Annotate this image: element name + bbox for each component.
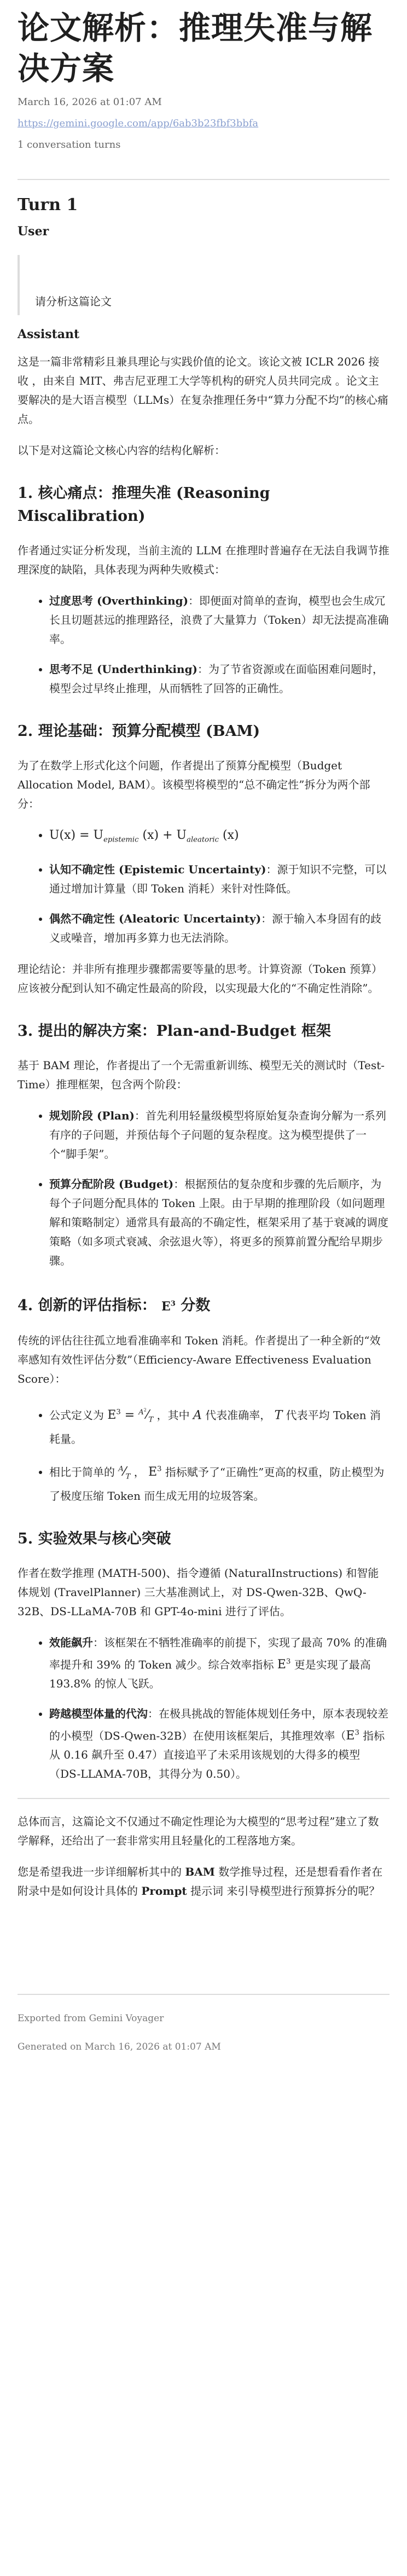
- intro-paragraph-2: 以下是对这篇论文核心内容的结构化解析：: [18, 444, 225, 457]
- section-heading-2: 2. 理论基础：预算分配模型 (BAM): [18, 723, 260, 740]
- list-item-text: ：在极具挑战的智能体规划任务中，原本表现较差的小模型（DS-Qwen-32B）在使用该框架后，其推理效率（: [49, 1707, 388, 1743]
- list-item: [49, 1460, 389, 1506]
- list-item-text: 相比于简单的: [49, 1465, 119, 1479]
- followup-text: 您是希望我进一步详细解析其中的: [18, 1865, 185, 1879]
- list-item: [49, 1106, 389, 1164]
- section-5-paragraph: 作者在数学推理 (MATH-500)、指令遵循 (NaturalInstructions) 和智能体规划 (TravelPlanner) 三大基准测试上，对 DS-Qwen-32B、QwQ-32B、DS-LLaMA-70B 和 GPT-4o-mini 进行了评估。: [18, 1566, 379, 1618]
- section-heading-5: 5. 实验效果与核心突破: [18, 1530, 171, 1547]
- user-role-label: User: [18, 224, 49, 239]
- turn-heading: Turn 1: [18, 195, 78, 214]
- list-item-bold: 思考不足 (Underthinking): [49, 663, 198, 676]
- formula-subscript: aleatoric: [187, 836, 219, 844]
- section-2-conclusion: 理论结论：并非所有推理步骤都需要等量的思考。计算资源（Token 预算）应该被分配到认知不确定性最高的阶段，以实现最大化的“不确定性消除”。: [18, 962, 383, 995]
- list-item: [49, 1704, 389, 1784]
- formula-subscript: epistemic: [103, 836, 139, 844]
- e3-metric: $E^3$: [346, 1728, 359, 1743]
- list-item-text: ：该框架在不牺牲准确率的前提下，实现了最高 70% 的准确率提升和 39% 的 Token 减少。综合效率指标: [49, 1635, 387, 1671]
- section-3-paragraph: 基于 BAM 理论，作者提出了一个无需重新训练、模型无关的测试时（Test-Time）推理框架，包含两个阶段：: [18, 1059, 385, 1092]
- section-heading-4: [18, 1292, 389, 1318]
- section-heading-4-text: 4. 创新的评估指标：: [18, 1297, 156, 1314]
- list-item: [49, 660, 389, 698]
- list-item-text: ：即便面对简单的查询，模型也会生成冗长且切题甚远的推理路径，浪费了大量算力（Token）却无法提高准确率。: [49, 594, 389, 646]
- list-item-text: ：源于知识不完整，可以通过增加计算量（即 Token 消耗）来针对性降低。: [49, 863, 387, 896]
- e3-formula: $E^3$ = $^{A^2}⁄_T$: [107, 1407, 154, 1424]
- list-item-text: ：根据预估的复杂度和步骤的先后顺序，为每个子问题分配具体的 Token 上限。由于早期的推理阶段（如问题理解和策略制定）通常具有最高的不确定性，框架采用了基于衰减的调度策略（如多项式衰减、余弦退火等），将更多的预算前置分配给早期步骤。: [49, 1177, 388, 1268]
- divider: [18, 179, 389, 180]
- formula-part: U: [93, 828, 104, 842]
- formula-item: [49, 826, 389, 849]
- generated-on: Generated on March 16, 2026 at 01:07 AM: [18, 2041, 221, 2053]
- list-item-text: 代表准确率，: [205, 1408, 271, 1422]
- list-item-text: 代表平均 Token 消耗量。: [49, 1408, 381, 1446]
- list-item: [49, 591, 389, 649]
- list-item-bold: 预算分配阶段 (Budget): [49, 1177, 174, 1191]
- list-item-text: 指标赋予了“正确性”更高的权重，防止模型为了极度压缩 Token 而生成无用的垃圾答案。: [49, 1465, 385, 1502]
- summary-paragraph: 总体而言，这篇论文不仅通过不确定性理论为大模型的“思考过程”建立了数学解释，还给出了一套非常实用且轻量化的工程落地方案。: [18, 1815, 379, 1848]
- list-item: [49, 1633, 389, 1693]
- formula-part: U: [176, 828, 187, 842]
- turn-count: 1 conversation turns: [18, 139, 121, 150]
- followup-text: 数学推导过程，还是想看看作者在附录中是如何设计具体的: [18, 1865, 383, 1898]
- list-item-bold: 认知不确定性 (Epistemic Uncertainty): [49, 863, 266, 877]
- e3-metric: $E^3$: [148, 1465, 162, 1480]
- section-1-list: [18, 591, 389, 698]
- metric-symbol: E: [161, 1299, 171, 1314]
- footer: [18, 1994, 389, 2054]
- followup-paragraph: [18, 1863, 389, 1901]
- intro-paragraph: 这是一篇非常精彩且兼具理论与实践价值的论文。该论文被 ICLR 2026 接收 ，由来自 MIT、弗吉尼亚理工大学等机构的研究人员共同完成 。论文主要解决的是大语言模型（LLMs）在复杂推理任务中“算力分配不均”的核心痛点。: [18, 355, 388, 426]
- list-item-text: 更是实现了最高 193.8% 的惊人飞跃。: [49, 1657, 371, 1690]
- e3-metric: $E^3$: [277, 1657, 291, 1672]
- section-3-list: [18, 1106, 389, 1270]
- list-item-bold: 偶然不确定性 (Aleatoric Uncertainty): [49, 912, 261, 926]
- section-5-list: [18, 1633, 389, 1784]
- list-item: [49, 909, 389, 948]
- list-item-bold: 跨越模型体量的代沟: [49, 1707, 148, 1720]
- list-item-text: ：源于输入本身固有的歧义或噪音，增加再多算力也无法消除。: [49, 912, 382, 945]
- list-item: [49, 1401, 389, 1449]
- formula-part: U(x) =: [49, 828, 90, 842]
- followup-bold: Prompt: [141, 1884, 187, 1898]
- followup-text: 提示词 来引导模型进行预算拆分的呢？: [187, 1884, 380, 1898]
- list-item-text: ：为了节省资源或在面临困难问题时，模型会过早终止推理，从而牺牲了回答的正确性。: [49, 663, 384, 695]
- section-heading-1: 1. 核心痛点：推理失准 (Reasoning Miscalibration): [18, 485, 270, 525]
- section-1-paragraph: 作者通过实证分析发现，当前主流的 LLM 在推理时普遍存在无法自我调节推理深度的缺陷，具体表现为两种失败模式：: [18, 544, 389, 576]
- list-item: [49, 860, 389, 898]
- list-item-text: ，其中: [156, 1408, 193, 1422]
- followup-bold: BAM: [185, 1865, 215, 1879]
- section-4-list: [18, 1401, 389, 1506]
- section-2-list: [18, 826, 389, 948]
- variable-t: T: [274, 1408, 283, 1423]
- list-item-text: ：首先利用轻量级模型将原始复杂查询分解为一系列有序的子问题，并预估每个子问题的复杂程度。这为模型提供了一个“脚手架”。: [49, 1109, 387, 1161]
- metric-superscript: 3: [170, 1299, 176, 1308]
- section-heading-3: 3. 提出的解决方案：Plan-and-Budget 框架: [18, 1023, 331, 1040]
- assistant-role-label: Assistant: [18, 327, 80, 341]
- exported-from: Exported from Gemini Voyager: [18, 2013, 164, 2024]
- list-item-text: ，: [133, 1465, 145, 1479]
- section-heading-4-end: 分数: [175, 1297, 211, 1314]
- section-2-paragraph: 为了在数学上形式化这个问题，作者提出了预算分配模型（Budget Allocation Model, BAM）。该模型将模型的“总不确定性”拆分为两个部分：: [18, 759, 370, 810]
- uncertainty-formula: [49, 828, 239, 842]
- section-4-paragraph: 传统的评估往往孤立地看准确率和 Token 消耗。作者提出了一种全新的“效率感知有效性评估分数”（Efficiency-Aware Effectiveness Evaluation Score）：: [18, 1333, 381, 1385]
- user-message-text: 请分析这篇论文: [35, 295, 112, 308]
- list-item: [49, 1175, 389, 1270]
- variable-a: A: [193, 1408, 202, 1423]
- list-item-bold: 效能飙升: [49, 1635, 93, 1649]
- list-item-bold: 过度思考 (Overthinking): [49, 594, 189, 607]
- divider: [18, 1798, 389, 1799]
- formula-part: (x) +: [142, 828, 173, 842]
- formula-part: (x): [223, 828, 239, 842]
- export-date: March 16, 2026 at 01:07 AM: [18, 96, 162, 108]
- list-item-bold: 规划阶段 (Plan): [49, 1109, 135, 1123]
- assistant-message: [18, 352, 389, 1901]
- list-item-text: 公式定义为: [49, 1408, 108, 1422]
- list-item-text: 指标从 0.16 飙升至 0.47）直接追平了未采用该规划的大得多的模型（DS-LLAMA-70B，其得分为 0.50）。: [49, 1729, 385, 1781]
- simple-ratio-formula: $^A⁄_T$: [118, 1465, 131, 1481]
- source-link[interactable]: https://gemini.google.com/app/6ab3b23fbf3bbfa: [18, 118, 259, 129]
- e3-metric: [161, 1299, 176, 1314]
- user-message: [18, 255, 389, 315]
- page-title: 论文解析：推理失准与解决方案: [18, 9, 373, 87]
